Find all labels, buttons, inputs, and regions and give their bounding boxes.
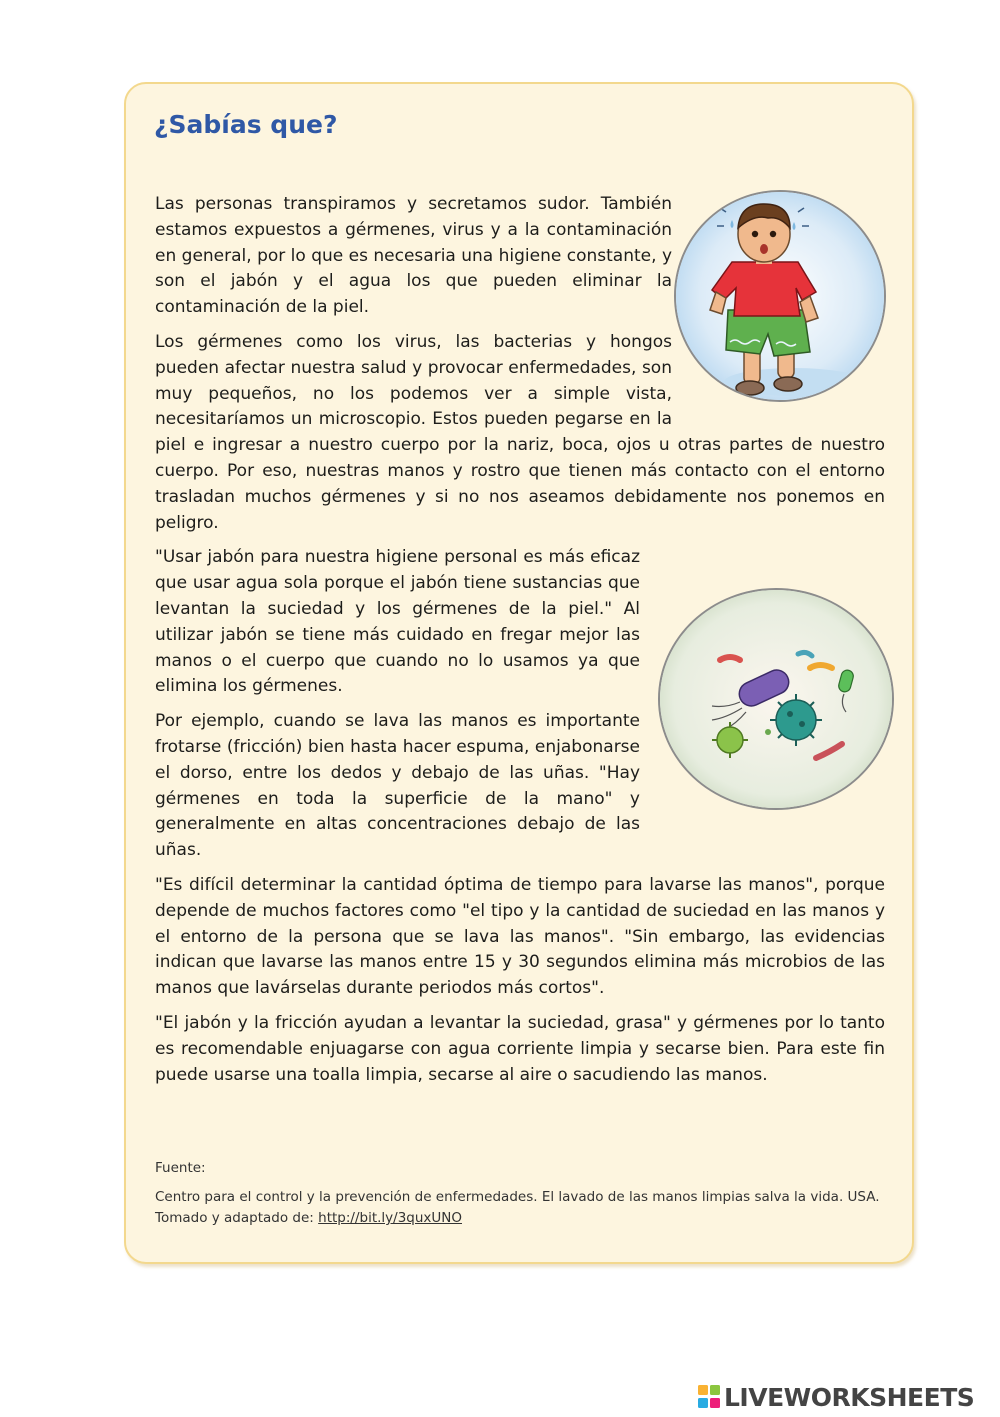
source-section xyxy=(155,1158,885,1229)
source-link[interactable]: http://bit.ly/3quxUNO xyxy=(318,1210,462,1226)
paragraph-5: "Es difícil determinar la cantidad óptima de tiempo para lavarse las manos", porque depende de muchos factores como "el tipo y la cantidad de suciedad en las manos y el entorno de la persona que se lava las manos". "Sin embargo, las evidencias indican que lavarse las manos entre 15 y 30 segundos elimina más microbios de las manos que lavárselas durante periodos más cortos". xyxy=(155,874,885,999)
source-text: Centro para el control y la prevención de enfermedades. El lavado de las manos limpias salva la vida. USA. Tomado y adaptado de: xyxy=(155,1189,880,1226)
germs-illustration xyxy=(658,588,894,810)
paragraph-6: "El jabón y la fricción ayudan a levantar la suciedad, grasa" y gérmenes por lo tanto es recomendable enjuagarse con agua corriente limpia y secarse bien. Para este fin puede usarse una toalla limpia, secarse al aire o sacudiendo las manos. xyxy=(155,1012,885,1085)
card-title: ¿Sabías que? xyxy=(154,110,338,139)
paragraph-3: "Usar jabón para nuestra higiene personal es más eficaz que usar agua sola porque el jabón tiene sustancias que levantan la suciedad y los gérmenes de la piel." Al utilizar jabón se tiene más cuidado en fregar mejor las manos o el cuerpo que cuando no lo usamos ya que elimina los gérmenes. xyxy=(155,547,640,697)
boy-illustration xyxy=(674,190,886,402)
paragraph-1: Las personas transpiramos y secretamos sudor. También estamos expuestos a gérmenes, virus y a la contaminación en general, por lo que es necesaria una higiene constante, y son el jabón y el agua los que pueden eliminar la contaminación de la piel. xyxy=(155,194,672,318)
source-citation xyxy=(155,1187,885,1229)
article-body xyxy=(155,192,885,1097)
liveworksheets-logo[interactable] xyxy=(697,1382,974,1412)
paragraph-2: Los gérmenes como los virus, las bacterias y hongos pueden afectar nuestra salud y provocar enfermedades, son muy pequeños, no los podemos ver a simple vista, necesitaríamos un microscopio. Estos pueden pegarse en la piel e ingresar a nuestro cuerpo por la nariz, boca, ojos u otras partes de nuestro cuerpo. Por eso, nuestras manos y rostro que tienen más contacto con el entorno trasladan muchos gérmenes y si no nos aseamos debidamente nos ponemos en peligro. xyxy=(155,331,885,533)
liveworksheets-logo-icon xyxy=(697,1384,721,1410)
logo-text: LIVEWORKSHEETS xyxy=(724,1382,975,1412)
source-label: Fuente: xyxy=(155,1160,206,1176)
paragraph-4: Por ejemplo, cuando se lava las manos es importante frotarse (fricción) bien hasta hacer espuma, enjabonarse el dorso, entre los dedos y debajo de las uñas. "Hay gérmenes en toda la superficie de la mano" y generalmente en altas concentraciones debajo de las uñas. xyxy=(155,711,640,861)
